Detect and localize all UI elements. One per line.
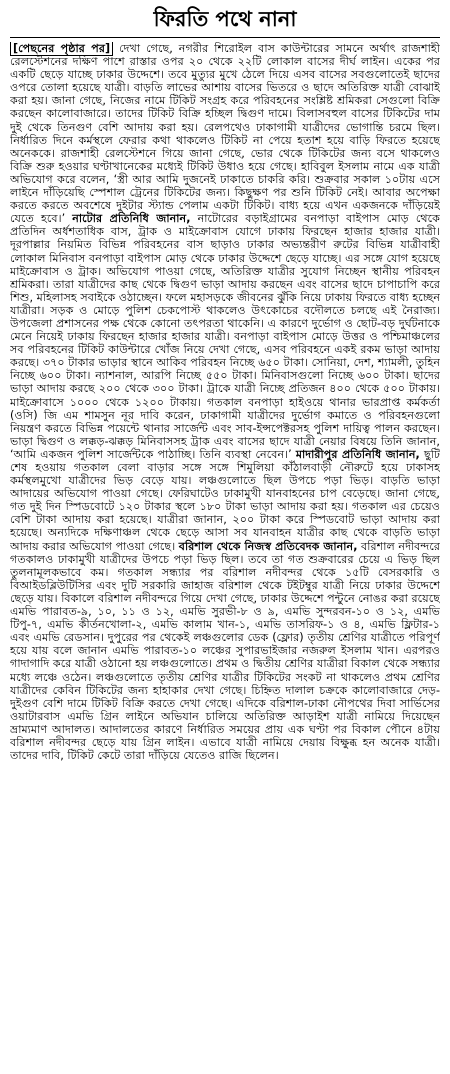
- continued-tag: [পেছনের পৃষ্ঠার পর]: [10, 42, 113, 56]
- paragraph-natore: নাটোরের বড়াইগ্রামের বনপাড়া বাইপাস মোড় থেকে প্রতিদিন অর্ধশতাধিক বাস, ট্রাক ও মাইক্রোবাস যোগে ঢাকায় ফিরছেন হাজার হাজার যাত্রী। দূরপাল্লার নিয়মিত বিভিন্ন পরিবহনের বাস ছাড়াও ঢাকার অভ্যন্তরীণ রুটের বিভিন্ন যাত্রীবাহী লোকাল মিনিবাস বনপাড়া বাইপাস মোড় থেকে ঢাকার উদ্দেশে ছেড়ে যাচ্ছে। এর সঙ্গে যোগ হয়েছে মাইক্রোবাস ও ট্রাক। অভিযোগ পাওয়া গেছে, অতিরিক্ত যাত্রীর সুযোগ নিচ্ছেন স্থানীয় পরিবহন শ্রমিকরা। তারা যাত্রীদের কাছ থেকে দ্বিগুণ ভাড়া আদায় করছেন এবং বাসের ছাদে চাপাচাপি করে শিশু, মহিলাসহ সবাইকে ওঠাচ্ছেন। ফলে মহাসড়কে জীবনের ঝুঁকি নিয়ে ঢাকায় ফিরতে বাধ্য হচ্ছেন যাত্রীরা। সড়ক ও মোড়ে পুলিশ চেকপোস্ট থাকলেও উৎকোচের বদৌলতে চলছে এই নৈরাজ্য। উপজেলা প্রশাসনের পক্ষ থেকে কোনো তৎপরতা থাকেনি। এ কারণে দুর্ভোগ ও ছোট-বড় দুর্ঘটনাকে মেনে নিয়েই ঢাকায় ফিরছেন হাজার হাজার যাত্রী। বনপাড়া বাইপাস মোড়ে উত্তর ও পশ্চিমাঞ্চলের সব পরিবহনের টিকিট কাউন্টারে খোঁজ নিয়ে দেখা গেছে, এসব পরিবহনে একই রকম ভাড়া আদায় করছে। ৩৭০ টাকার ভাড়ার স্থানে আকিব পরিবহন নিচ্ছে ৬৫০ টাকা। সোনিয়া, দেশ, শ্যামলী, তুহিন নিচ্ছে ৬০০ টাকা। ন্যাশনাল, আরপি নিচ্ছে ৫৫০ টাকা। মিনিবাসগুলো নিচ্ছে ৬০০ টাকা। ছাদের ভাড়া আদায় করছে ২০০ থেকে ৩০০ টাকা। ট্রাকে যাত্রী নিচ্ছে প্রতিজন ৪০০ থেকে ৫০০ টাকায়। মাইক্রোবাসে ১০০০ থেকে ১২০০ টাকায়। গতকাল বনপাড়া হাইওয়ে থানার ভারপ্রাপ্ত কর্মকর্তা (ওসি) জি এম শামসুন নূর দাবি করেন, ঢাকাগামী যাত্রীদের দুর্ভোগ কমাতে ও পরিবহনগুলো নিয়ন্ত্রণ করতে বিভিন্ন পয়েন্টে থানার সার্জেন্ট এবং সাব-ইন্সপেক্টরসহ পুলিশ দায়িত্ব পালন করছেন। ভাড়া দ্বিগুণ ও লক্কড়-ঝক্কড় মিনিবাসসহ ট্রাক এবং বাসের ছাদে যাত্রী নেয়ার বিষয়ে তিনি জানান, ‘আমি একজন পুলিশ সার্জেন্টকে পাঠাচ্ছি। তিনি ব্যবস্থা নেবেন।’: [10, 212, 440, 461]
- dateline-barishal: বরিশাল থেকে নিজস্ব প্রতিবেদক জানান,: [178, 539, 358, 553]
- article-body: [10, 42, 440, 1070]
- headline: ফিরতি পথে নানা: [153, 7, 297, 31]
- headline-divider: [10, 37, 440, 38]
- paragraph-barishal: বরিশাল নদীবন্দরে গতকালও ঢাকামুখী যাত্রীদের উপচে পড়া ভিড় ছিল। তবে তা গত শুক্রবারের চেয়ে এ ভিড় ছিল তুলনামূলকভাবে কম। গতকাল সন্ধ্যার পর বরিশাল নদীবন্দর থেকে ১৫টি বেসরকারি ও বিআইডব্লিউটিসির এবং দুটি সরকারি জাহাজ বরিশাল থেকে টইটম্বুর যাত্রী নিয়ে ঢাকার উদ্দেশে ছেড়ে যায়। বিকালে বরিশাল নদীবন্দরে গিয়ে দেখা গেছে, ঢাকার উদ্দেশে পন্টুনে নোঙর করা রয়েছে এমভি পারাবত-৯, ১০, ১১ ও ১২, এমভি সুরভী-৮ ও ৯, এমভি সুন্দরবন-১০ ও ১২, এমভি টিপু-৭, এমভি কীর্তনখোলা-২, এমভি কালাম খান-১, এমভি তাসরিফ-১ ও ৪, এমভি ফ্লিটার-১ এবং এমভি রেডসান। দুপুরের পর থেকেই লঞ্চগুলোর ডেক (ফ্লোর) তৃতীয় শ্রেণির যাত্রীতে পরিপূর্ণ হয়ে যায় বলে জানান এমভি পারাবত-১০ লঞ্চের সুপারভাইজার নজরুল ইসলাম খান। এরপরও গাদাগাদি করে যাত্রী ওঠানো হয় লঞ্চগুলোতে। প্রথম ও দ্বিতীয় শ্রেণির যাত্রীরা বিকাল থেকে সন্ধ্যার মধ্যে লঞ্চে ওঠেন। লঞ্চগুলোতে তৃতীয় শ্রেণির যাত্রীর টিকিটের সংকট না থাকলেও প্রথম শ্রেণির যাত্রীদের কেবিন টিকিটের জন্য হাহাকার দেখা গেছে। চিহ্নিত দালাল চক্রকে কালোবাজারে দেড়-দুইগুণ বেশি দামে টিকিট বিক্রি করতে দেখা গেছে। এদিকে বরিশাল-ঢাকা নৌপথের দিবা সার্ভিসের ওয়াটারবাস এমভি গ্রিন লাইনে অভিযান চালিয়ে অতিরিক্ত আড়াইশ যাত্রী নামিয়ে দিয়েছেন ভ্রাম্যমাণ আদালত। আদালতের কারণে নির্ধারিত সময়ের প্রায় এক ঘণ্টা পর বিকাল পৌনে ৪টায় বরিশাল নদীবন্দর ছেড়ে যায় গ্রিন লাইন। এভাবে যাত্রী নামিয়ে দেয়ায় বিক্ষুব্ধ হন অনেক যাত্রী। তাদের দাবি, টিকিট কেটে তারা দাঁড়িয়ে যেতেও রাজি ছিলেন।: [10, 539, 440, 763]
- dateline-madaripur: মাদারীপুর প্রতিনিধি জানান,: [295, 447, 420, 461]
- article-paragraph: [10, 42, 440, 762]
- paragraph-madaripur: ছুটি শেষ হওয়ায় গতকাল বেলা বাড়ার সঙ্গে সঙ্গে শিমুলিয়া কাঁঠালবাড়ী নৌরুটে হয়ে ঢাকাসহ কর্মস্থলমুখো যাত্রীদের ভিড় বেড়ে যায়। লঞ্চগুলোতে ছিল উপচে পড়া ভিড়। বাড়তি ভাড়া আদায়ের অভিযোগ পাওয়া গেছে। ফেরিঘাটেও ঢাকামুখী যানবাহনের চাপ বেড়েছে। জানা গেছে, গত দুই দিন স্পিডবোটে ১২০ টাকার স্থলে ১৮০ টাকা ভাড়া আদায় করা হয়। গতকাল এর চেয়েও বেশি টাকা আদায় করা হয়েছে। যাত্রীরা জানান, ২০০ টাকা করে স্পিডবোট ভাড়া আদায় করা হয়েছে। অন্যদিকে দক্ষিণাঞ্চল থেকে ছেড়ে আসা সব যানবাহন যাত্রীর কাছ থেকে বাড়তি ভাড়া আদায় করার অভিযোগ পাওয়া গেছে।: [10, 447, 440, 553]
- paragraph-rajshahi: দেখা গেছে, নগরীর শিরোইল বাস কাউন্টারের সামনে অর্থাৎ রাজশাহী রেলস্টেশনের দক্ষিণ পাশে রাস্তার ওপর ২০ থেকে ২২টি লোকাল বাসের দীর্ঘ লাইন। একের পর একটি ছেড়ে যাচ্ছে ঢাকার উদ্দেশে। তবে মুত্যুর মুখে ঠেলে দিয়ে এসব বাসের সবগুলোতেই ছাদের ওপরে তোলা হয়েছে যাত্রী। বাড়তি লাভের আশায় বাসের ভিতরে ও ছাদে অতিরিক্ত যাত্রী বোঝাই করা হয়। জানা গেছে, নিজের নামে টিকিট সংগ্রহ করে পরিবহনের সংশ্লিষ্ট শ্রমিকরা সেগুলো বিক্রি করছেন কালোবাজারে। তাদের টিকিট বিক্রি হচ্ছিল দ্বিগুণ দামে। বিলাসবহুল বাসের টিকিটের দাম দুই থেকে তিনগুণ বেশি আদায় করা হয়। রেলপথেও ঢাকাগামী যাত্রীদের ভোগান্তি চরমে ছিল। নির্ধারিত দিনে কর্মস্থলে ফেরার কথা থাকলেও টিকিট না পেয়ে হতাশ হয়ে বাড়ি ফিরতে হয়েছে অনেককে। রাজশাহী রেলস্টেশনে গিয়ে জানা গেছে, ভোর থেকে টিকিটের জন্য বসে থাকলেও বিক্রি শুরু হওয়ার ঘণ্টাখানেকের মধ্যেই টিকিট উধাও হয়ে গেছে। হাবিবুল ইসলাম নামে এক যাত্রী অভিযোগ করে বলেন, ‘স্ত্রী আর আমি দুজনেই ঢাকাতে চাকরি করি। শুক্রবার সকাল ১০টায় এসে লাইনে দাঁড়িয়েছি স্পেশাল ট্রেনের টিকিটের জন্য। কিছুক্ষণ পর শুনি টিকিট নেই। আবার অপেক্ষা করতে করতে অবশেষে দুইটার স্ট্যান্ড পেলাম একটা টিকিট। বাধ্য হয়ে এখন একজনকে দাঁড়িয়েই যেতে হবে।’: [10, 42, 440, 226]
- dateline-natore: নাটোর প্রতিনিধি জানান,: [72, 212, 191, 226]
